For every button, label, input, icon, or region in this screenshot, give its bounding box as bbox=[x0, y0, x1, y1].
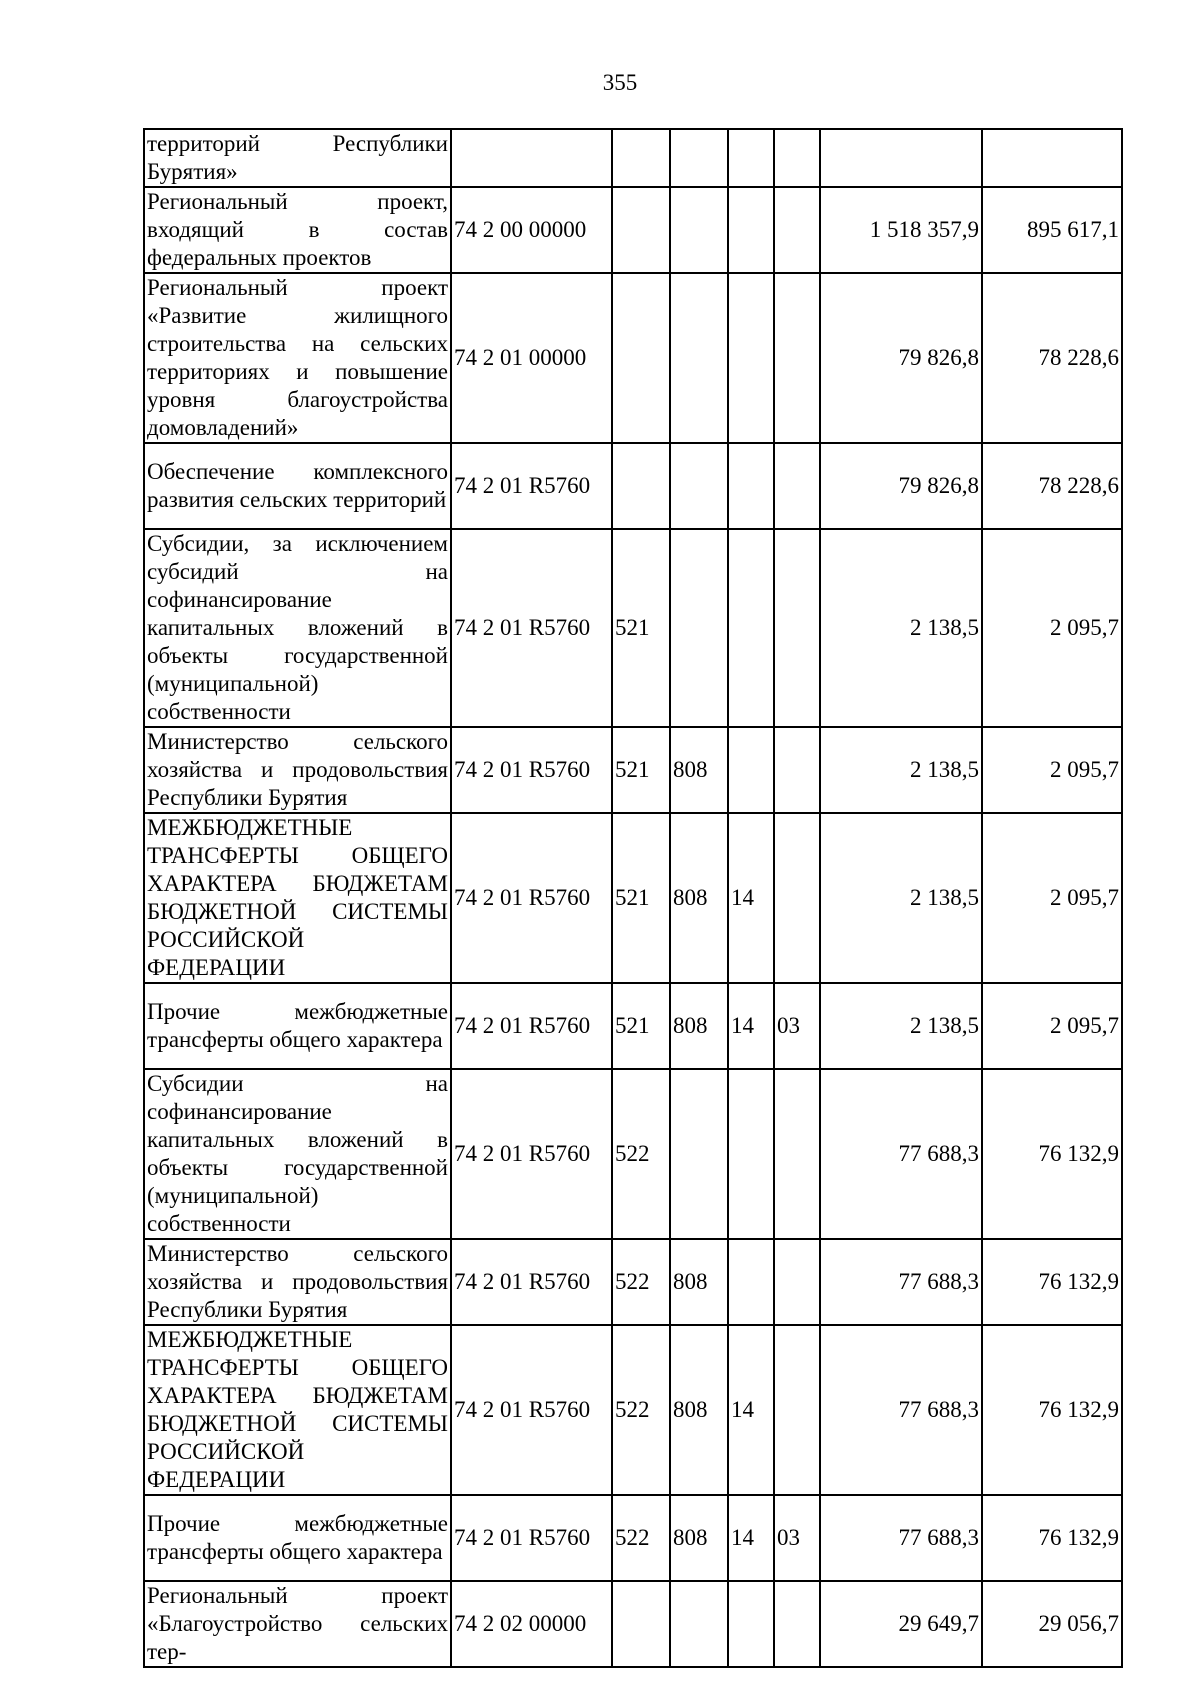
row-name: МЕЖБЮДЖЕТНЫЕ ТРАНСФЕРТЫ ОБЩЕГО ХАРАКТЕРА БЮДЖЕТАМ БЮДЖЕТНОЙ СИСТЕМЫ РОССИЙСКОЙ ФЕДЕРАЦИИ bbox=[144, 813, 451, 983]
row-grbs bbox=[670, 1069, 728, 1239]
table-row bbox=[144, 529, 1122, 727]
page-number: 355 bbox=[602, 70, 638, 95]
row-sum-2: 2 095,7 bbox=[982, 529, 1122, 727]
row-name: Субсидии, за исключением субсидий на софинансирование капитальных вложений в объекты государственной (муниципальной) собственности bbox=[144, 529, 451, 727]
row-pr bbox=[774, 273, 820, 443]
row-name: Министерство сельского хозяйства и продовольствия Республики Бурятия bbox=[144, 727, 451, 813]
table-row bbox=[144, 187, 1122, 273]
row-grbs bbox=[670, 187, 728, 273]
row-sum-1: 1 518 357,9 bbox=[820, 187, 982, 273]
table-row bbox=[144, 1239, 1122, 1325]
table-row bbox=[144, 1581, 1122, 1667]
row-rz bbox=[728, 529, 774, 727]
row-sum-1: 29 649,7 bbox=[820, 1581, 982, 1667]
table-row bbox=[144, 983, 1122, 1069]
row-sum-2: 29 056,7 bbox=[982, 1581, 1122, 1667]
row-vr bbox=[612, 187, 670, 273]
row-sum-2: 78 228,6 bbox=[982, 273, 1122, 443]
row-code bbox=[451, 129, 612, 187]
row-grbs bbox=[670, 529, 728, 727]
row-pr bbox=[774, 1325, 820, 1495]
row-sum-2: 2 095,7 bbox=[982, 727, 1122, 813]
row-grbs: 808 bbox=[670, 983, 728, 1069]
row-sum-2: 76 132,9 bbox=[982, 1069, 1122, 1239]
row-pr bbox=[774, 727, 820, 813]
row-sum-2: 895 617,1 bbox=[982, 187, 1122, 273]
row-vr: 521 bbox=[612, 813, 670, 983]
row-name: МЕЖБЮДЖЕТНЫЕ ТРАНСФЕРТЫ ОБЩЕГО ХАРАКТЕРА БЮДЖЕТАМ БЮДЖЕТНОЙ СИСТЕМЫ РОССИЙСКОЙ ФЕДЕРАЦИИ bbox=[144, 1325, 451, 1495]
row-sum-1: 79 826,8 bbox=[820, 443, 982, 529]
row-sum-1: 2 138,5 bbox=[820, 983, 982, 1069]
row-grbs: 808 bbox=[670, 1325, 728, 1495]
row-grbs bbox=[670, 129, 728, 187]
row-rz: 14 bbox=[728, 1495, 774, 1581]
row-rz bbox=[728, 1581, 774, 1667]
row-name: Региональный проект «Благоустройство сельских тер- bbox=[144, 1581, 451, 1667]
row-rz bbox=[728, 727, 774, 813]
row-rz bbox=[728, 1239, 774, 1325]
row-name: Региональный проект «Развитие жилищного строительства на сельских территориях и повышение уровня благоустройства домовладений» bbox=[144, 273, 451, 443]
row-sum-2: 76 132,9 bbox=[982, 1325, 1122, 1495]
row-code: 74 2 01 00000 bbox=[451, 273, 612, 443]
budget-table-body bbox=[144, 129, 1122, 1667]
row-pr bbox=[774, 1239, 820, 1325]
row-name: Субсидии на софинансирование капитальных вложений в объекты государственной (муниципальной) собственности bbox=[144, 1069, 451, 1239]
row-sum-1: 77 688,3 bbox=[820, 1495, 982, 1581]
row-sum-2: 76 132,9 bbox=[982, 1239, 1122, 1325]
row-sum-1 bbox=[820, 129, 982, 187]
row-code: 74 2 01 R5760 bbox=[451, 443, 612, 529]
row-code: 74 2 01 R5760 bbox=[451, 1069, 612, 1239]
row-pr bbox=[774, 443, 820, 529]
row-sum-1: 77 688,3 bbox=[820, 1239, 982, 1325]
row-grbs: 808 bbox=[670, 813, 728, 983]
row-pr bbox=[774, 1581, 820, 1667]
row-sum-1: 77 688,3 bbox=[820, 1325, 982, 1495]
row-rz: 14 bbox=[728, 813, 774, 983]
row-rz: 14 bbox=[728, 1325, 774, 1495]
row-vr bbox=[612, 129, 670, 187]
row-grbs: 808 bbox=[670, 727, 728, 813]
row-pr bbox=[774, 187, 820, 273]
row-code: 74 2 00 00000 bbox=[451, 187, 612, 273]
row-vr: 522 bbox=[612, 1325, 670, 1495]
row-pr bbox=[774, 1069, 820, 1239]
table-row bbox=[144, 129, 1122, 187]
row-code: 74 2 01 R5760 bbox=[451, 813, 612, 983]
row-code: 74 2 01 R5760 bbox=[451, 1495, 612, 1581]
table-row bbox=[144, 813, 1122, 983]
row-code: 74 2 01 R5760 bbox=[451, 1239, 612, 1325]
row-sum-2: 2 095,7 bbox=[982, 813, 1122, 983]
row-code: 74 2 01 R5760 bbox=[451, 1325, 612, 1495]
row-pr bbox=[774, 129, 820, 187]
row-name: Прочие межбюджетные трансферты общего характера bbox=[144, 1495, 451, 1581]
row-vr bbox=[612, 443, 670, 529]
row-sum-2 bbox=[982, 129, 1122, 187]
table-row bbox=[144, 1325, 1122, 1495]
row-name: Министерство сельского хозяйства и продовольствия Республики Бурятия bbox=[144, 1239, 451, 1325]
row-rz bbox=[728, 443, 774, 529]
row-grbs bbox=[670, 1581, 728, 1667]
row-name: Региональный проект, входящий в состав федеральных проектов bbox=[144, 187, 451, 273]
row-name: территорий Республики Бурятия» bbox=[144, 129, 451, 187]
row-code: 74 2 01 R5760 bbox=[451, 983, 612, 1069]
row-pr: 03 bbox=[774, 983, 820, 1069]
row-vr: 522 bbox=[612, 1495, 670, 1581]
row-name: Обеспечение комплексного развития сельских территорий bbox=[144, 443, 451, 529]
row-rz bbox=[728, 1069, 774, 1239]
row-sum-1: 79 826,8 bbox=[820, 273, 982, 443]
row-pr bbox=[774, 813, 820, 983]
row-rz: 14 bbox=[728, 983, 774, 1069]
row-rz bbox=[728, 273, 774, 443]
row-vr bbox=[612, 273, 670, 443]
row-rz bbox=[728, 187, 774, 273]
row-rz bbox=[728, 129, 774, 187]
row-vr: 521 bbox=[612, 529, 670, 727]
row-grbs: 808 bbox=[670, 1239, 728, 1325]
row-vr: 522 bbox=[612, 1069, 670, 1239]
row-vr: 521 bbox=[612, 727, 670, 813]
row-vr: 522 bbox=[612, 1239, 670, 1325]
row-vr bbox=[612, 1581, 670, 1667]
row-sum-1: 2 138,5 bbox=[820, 813, 982, 983]
row-sum-1: 77 688,3 bbox=[820, 1069, 982, 1239]
row-code: 74 2 01 R5760 bbox=[451, 727, 612, 813]
row-code: 74 2 01 R5760 bbox=[451, 529, 612, 727]
row-pr bbox=[774, 529, 820, 727]
row-code: 74 2 02 00000 bbox=[451, 1581, 612, 1667]
row-name: Прочие межбюджетные трансферты общего характера bbox=[144, 983, 451, 1069]
table-row bbox=[144, 1069, 1122, 1239]
row-sum-2: 78 228,6 bbox=[982, 443, 1122, 529]
table-row bbox=[144, 1495, 1122, 1581]
row-sum-1: 2 138,5 bbox=[820, 529, 982, 727]
table-row bbox=[144, 727, 1122, 813]
row-pr: 03 bbox=[774, 1495, 820, 1581]
row-grbs bbox=[670, 443, 728, 529]
table-row bbox=[144, 443, 1122, 529]
row-sum-1: 2 138,5 bbox=[820, 727, 982, 813]
budget-table bbox=[143, 128, 1123, 1668]
row-sum-2: 2 095,7 bbox=[982, 983, 1122, 1069]
row-grbs: 808 bbox=[670, 1495, 728, 1581]
row-grbs bbox=[670, 273, 728, 443]
table-row bbox=[144, 273, 1122, 443]
row-sum-2: 76 132,9 bbox=[982, 1495, 1122, 1581]
row-vr: 521 bbox=[612, 983, 670, 1069]
